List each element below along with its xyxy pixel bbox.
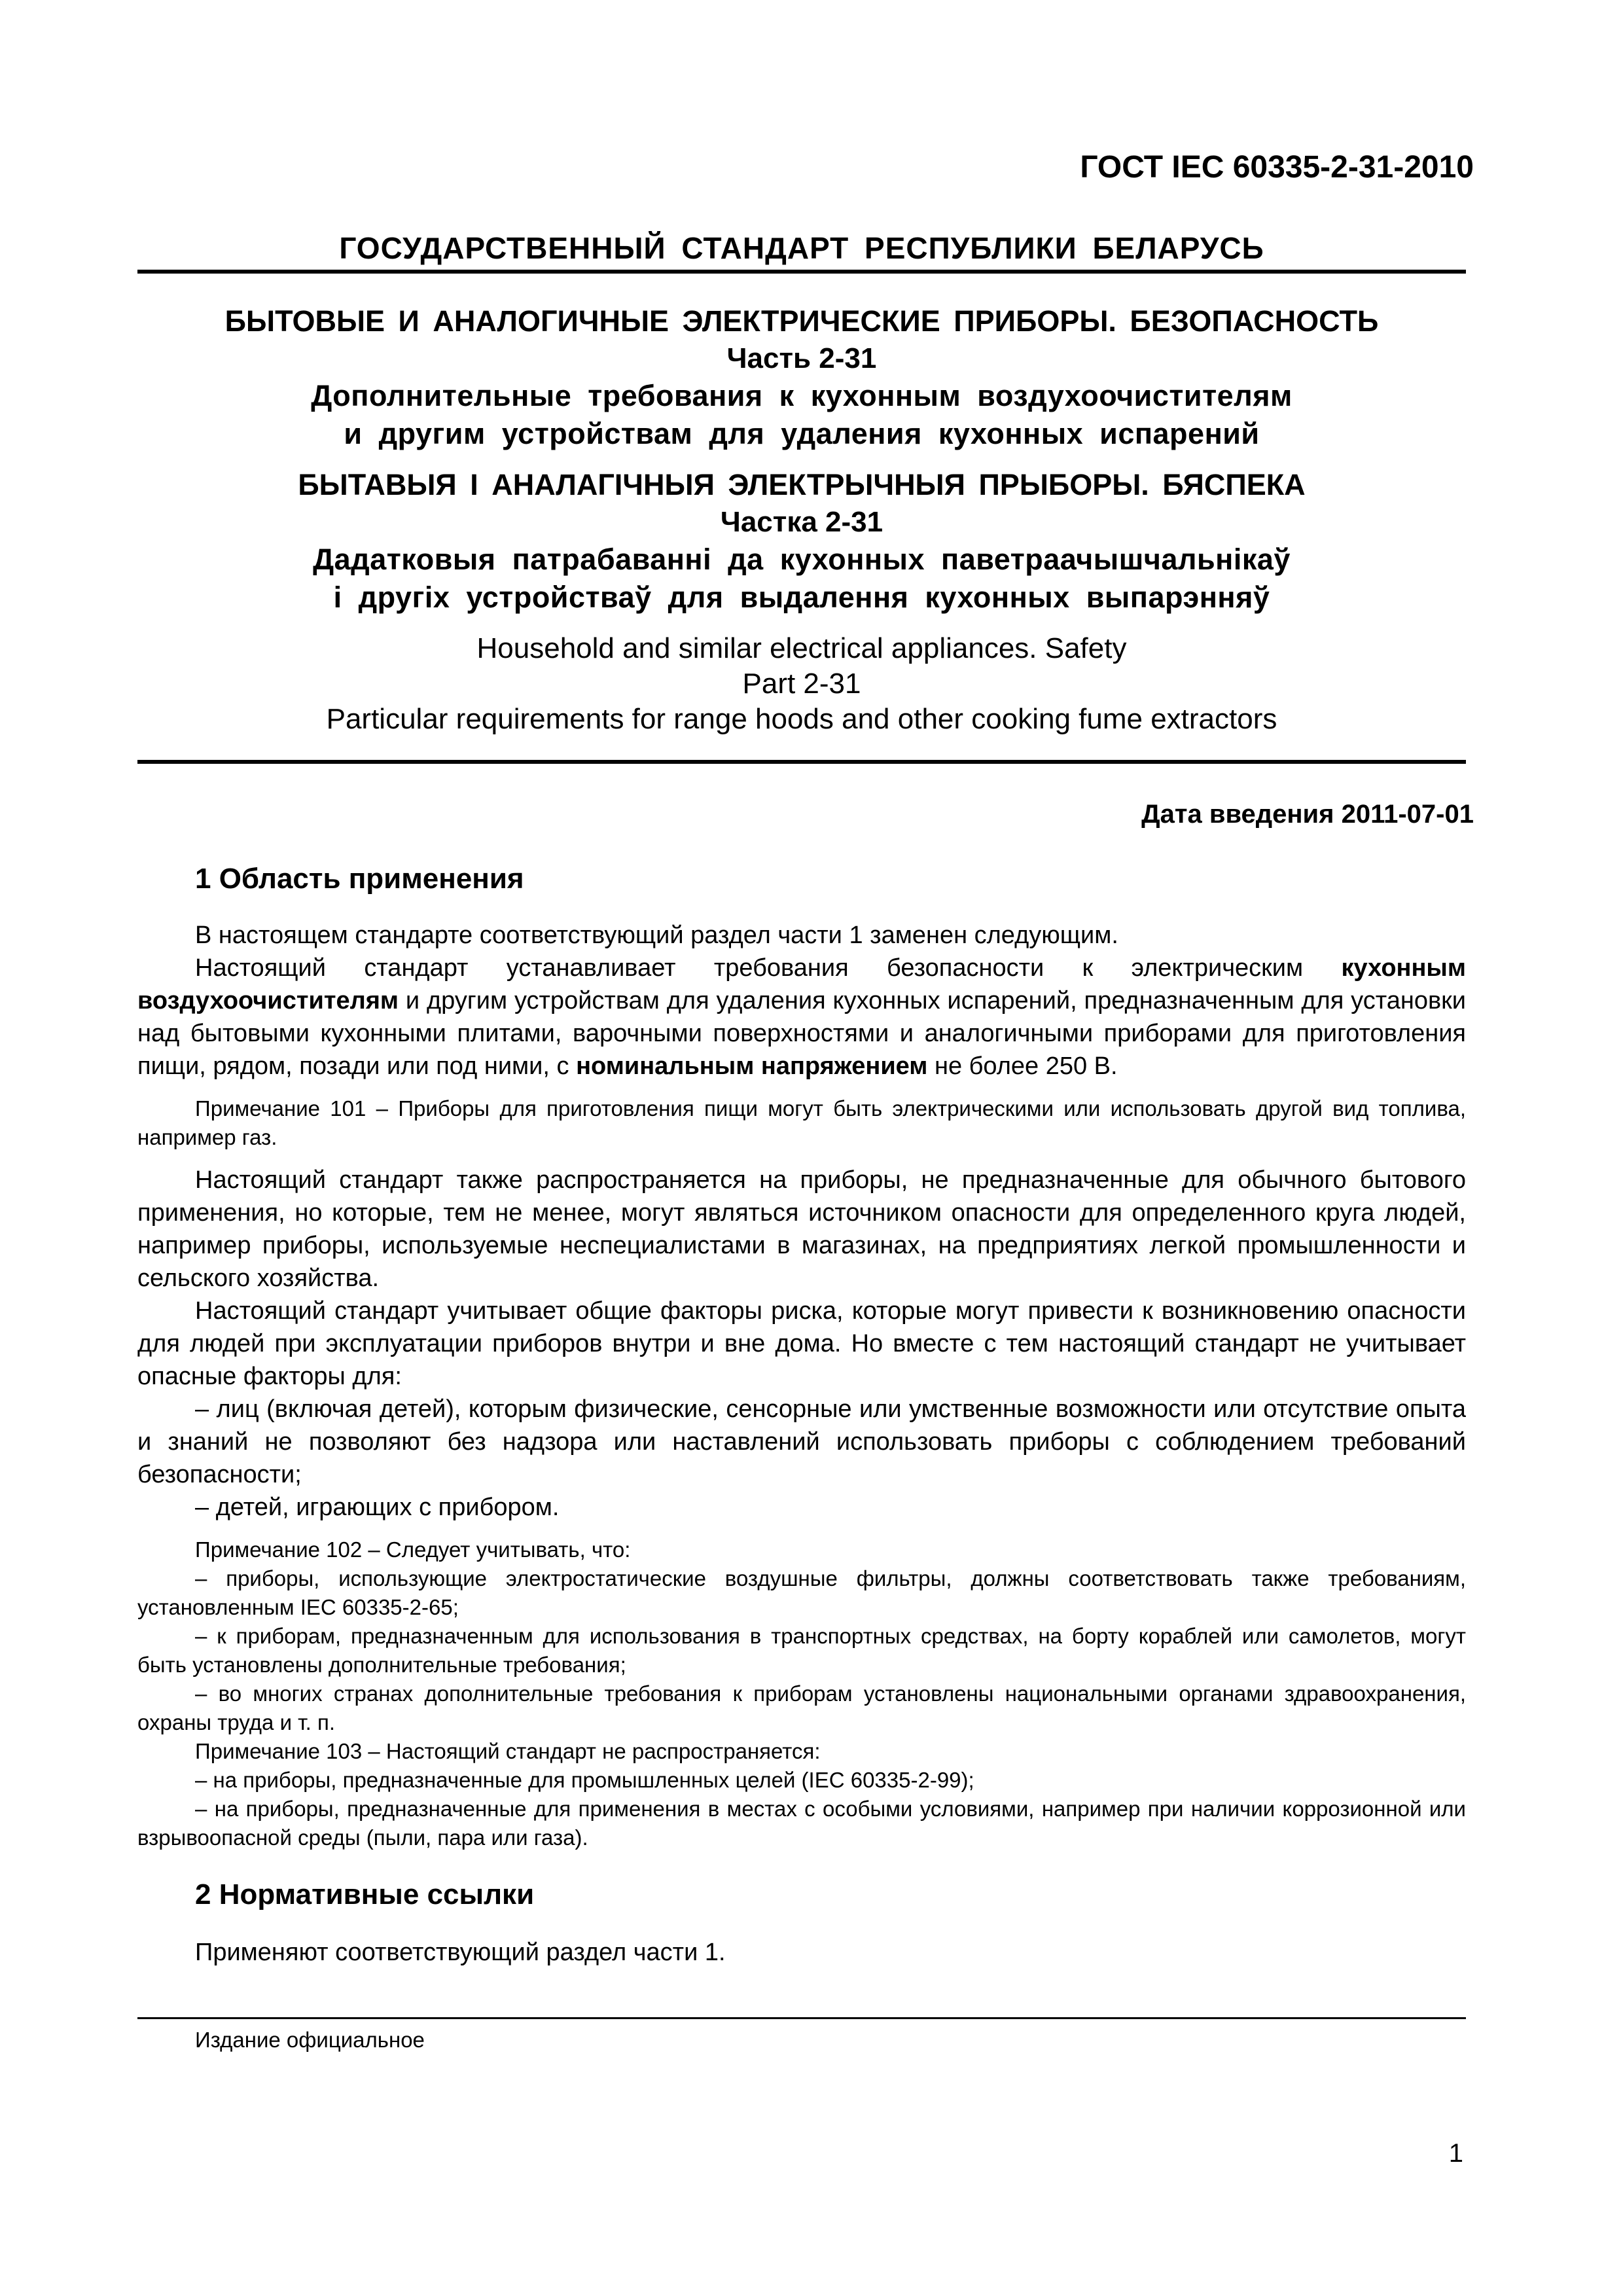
section-1-paragraph-4: Настоящий стандарт учитывает общие факторы риска, которые могут привести к возникновению опасности для людей при эксплуатации приборов внутри и вне дома. Но вместе с тем настоящий стандарт не учитывает опасные факторы для: — [137, 1297, 1466, 1390]
paragraph-2-text-c: не более 250 В. — [927, 1052, 1118, 1080]
note-103-title: Примечание 103 – Настоящий стандарт не распространяется: — [195, 1739, 821, 1763]
title-ru-sub-line-1: Дополнительные требования к кухонным воздухоочистителям — [311, 379, 1293, 412]
title-russian — [137, 302, 1466, 453]
top-divider — [137, 270, 1466, 274]
introduction-date: Дата введения 2011-07-01 — [1141, 800, 1474, 829]
section-1-body — [137, 919, 1466, 1852]
title-by-sub-line-1: Дадатковыя патрабаванні да кухонных паветраачышчальнікаў — [313, 543, 1291, 576]
note-102-item-1: – приборы, использующие электростатические воздушные фильтры, должны соответствовать также требованиям, установленным IEC 60335-2-65; — [137, 1566, 1466, 1619]
note-101: Примечание 101 – Приборы для приготовления пищи могут быть электрическими или использовать другой вид топлива, например газ. — [137, 1096, 1466, 1149]
note-102-item-2: – к приборам, предназначенным для использования в транспортных средствах, на борту кораблей или самолетов, могут быть установлены дополнительные требования; — [137, 1624, 1466, 1677]
title-bottom-divider — [137, 760, 1466, 764]
term-rated-voltage: номинальным напряжением — [576, 1052, 928, 1080]
title-en-sub: Particular requirements for range hoods and other cooking fume extractors — [326, 703, 1277, 735]
section-1-heading: 1 Область применения — [195, 863, 524, 895]
title-english — [137, 631, 1466, 737]
title-ru-sub-line-2: и другим устройствам для удаления кухонных испарений — [344, 417, 1260, 450]
title-ru-part: Часть 2-31 — [726, 342, 877, 374]
section-1-paragraph-3: Настоящий стандарт также распространяется на приборы, не предназначенные для обычного бытового применения, но которые, тем не менее, могут являться источником опасности для определенного круга людей, например приборы, используемые неспециалистами в магазинах, на предприятиях легкой промышленности и сельского хозяйства. — [137, 1166, 1466, 1292]
footer-divider — [137, 2017, 1466, 2019]
note-103-item-2: – на приборы, предназначенные для применения в местах с особыми условиями, например при наличии коррозионной или взрывоопасной среды (пыли, пара или газа). — [137, 1797, 1466, 1850]
document-code: ГОСТ IEC 60335-2-31-2010 — [1080, 150, 1474, 185]
official-edition-label: Издание официальное — [195, 2028, 425, 2052]
section-1-list-item-2: – детей, играющих с прибором. — [195, 1494, 560, 1521]
term-range-hoods: кухонным воздухоочистителям — [137, 954, 1466, 1014]
note-102-item-3: – во многих странах дополнительные требования к приборам установлены национальными органами здравоохранения, охраны труда и т. п. — [137, 1681, 1466, 1734]
state-standard-title: ГОСУДАРСТВЕННЫЙ СТАНДАРТ РЕСПУБЛИКИ БЕЛАРУСЬ — [339, 231, 1264, 265]
section-1-paragraph-2 — [137, 952, 1466, 1083]
title-by-part: Частка 2-31 — [720, 506, 883, 538]
title-by-main: БЫТАВЫЯ І АНАЛАГІЧНЫЯ ЭЛЕКТРЫЧНЫЯ ПРЫБОРЫ. БЯСПЕКА — [298, 468, 1306, 501]
title-ru-main: БЫТОВЫЕ И АНАЛОГИЧНЫЕ ЭЛЕКТРИЧЕСКИЕ ПРИБОРЫ. БЕЗОПАСНОСТЬ — [224, 304, 1379, 338]
paragraph-2-text-a: Настоящий стандарт устанавливает требования безопасности к электрическим — [195, 954, 1342, 982]
title-en-part: Part 2-31 — [742, 668, 861, 700]
section-2-paragraph-1: Применяют соответствующий раздел части 1. — [195, 1939, 726, 1966]
section-1-list-item-1: – лиц (включая детей), которым физические, сенсорные или умственные возможности или отсутствие опыта и знаний не позволяют без надзора или наставлений использовать приборы с соблюдением требований безопасности; — [137, 1395, 1466, 1488]
title-belarusian — [137, 466, 1466, 617]
section-2-heading: 2 Нормативные ссылки — [195, 1878, 535, 1910]
section-2-body — [137, 1936, 1466, 1969]
note-103-item-1: – на приборы, предназначенные для промышленных целей (IEC 60335-2-99); — [195, 1768, 974, 1792]
title-by-sub-line-2: і другіх устройстваў для выдалення кухонных выпарэнняў — [333, 581, 1270, 614]
paragraph-2-text-b: и другим устройствам для удаления кухонных испарений, предназначенным для установки над бытовыми кухонными плитами, варочными поверхностями и аналогичными приборами для приготовления пищи, рядом, позади или под ними, с — [137, 987, 1466, 1080]
note-102-title: Примечание 102 – Следует учитывать, что: — [195, 1537, 631, 1562]
title-en-main: Household and similar electrical appliances. Safety — [476, 632, 1127, 664]
section-1-paragraph-1: В настоящем стандарте соответствующий раздел части 1 заменен следующим. — [195, 922, 1118, 949]
page-number: 1 — [1448, 2139, 1463, 2168]
